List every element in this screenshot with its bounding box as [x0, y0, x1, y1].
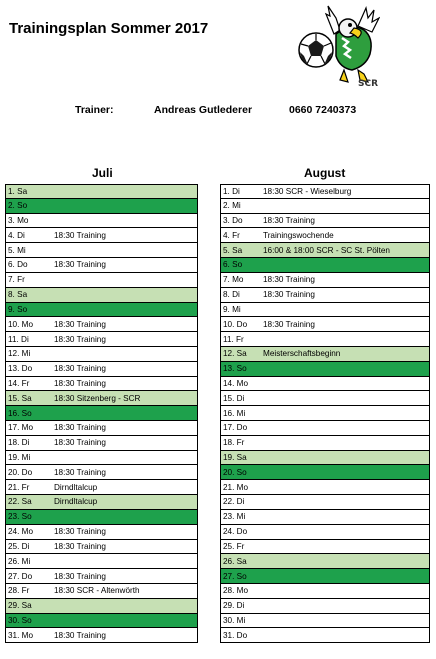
- day-row: [5, 303, 198, 318]
- day-row: [5, 362, 198, 377]
- day-label: 2. Mi: [223, 201, 241, 211]
- day-label: 16. Mi: [223, 408, 246, 418]
- day-row: [5, 421, 198, 436]
- day-label: 26. Sa: [223, 556, 247, 566]
- day-event: 18:30 Training: [263, 216, 315, 226]
- day-label: 8. Sa: [8, 290, 28, 300]
- day-row: [5, 243, 198, 258]
- day-row: [220, 540, 430, 555]
- day-label: 27. Do: [8, 571, 33, 581]
- day-event: 18:30 Training: [54, 571, 106, 581]
- day-event: 18:30 Training: [263, 290, 315, 300]
- day-label: 5. Mi: [8, 245, 26, 255]
- day-label: 18. Fr: [223, 438, 245, 448]
- day-row: [5, 540, 198, 555]
- day-label: 5. Sa: [223, 245, 243, 255]
- day-event: 18:30 Training: [54, 467, 106, 477]
- day-label: 12. Mi: [8, 349, 31, 359]
- day-row: [220, 228, 430, 243]
- day-event: 18:30 Training: [54, 364, 106, 374]
- day-row: [220, 377, 430, 392]
- day-label: 24. Do: [223, 527, 248, 537]
- day-row: [220, 199, 430, 214]
- day-row: [220, 362, 430, 377]
- day-label: 20. So: [223, 467, 247, 477]
- day-label: 19. Mi: [8, 453, 31, 463]
- day-row: [220, 184, 430, 199]
- day-row: [5, 332, 198, 347]
- day-label: 10. Mo: [8, 319, 34, 329]
- day-label: 19. Sa: [223, 453, 247, 463]
- day-event: 18:30 SCR - Wieselburg: [263, 186, 352, 196]
- day-label: 31. Mo: [8, 630, 34, 640]
- day-row: [5, 258, 198, 273]
- day-row: [220, 243, 430, 258]
- day-label: 9. Mi: [223, 304, 241, 314]
- day-row: [5, 391, 198, 406]
- day-label: 16. So: [8, 408, 32, 418]
- day-label: 26. Mi: [8, 556, 31, 566]
- day-row: [220, 614, 430, 629]
- day-event: 18:30 Training: [54, 423, 106, 433]
- day-row: [5, 525, 198, 540]
- day-label: 15. Di: [223, 393, 245, 403]
- day-row: [5, 584, 198, 599]
- day-event: 18:30 Sitzenberg - SCR: [54, 393, 141, 403]
- day-label: 1. Sa: [8, 186, 28, 196]
- day-label: 13. So: [223, 364, 247, 374]
- day-event: 18:30 Training: [54, 541, 106, 551]
- day-label: 21. Mo: [223, 482, 249, 492]
- day-event: 16:00 & 18:00 SCR - SC St. Pölten: [263, 245, 390, 255]
- day-label: 22. Sa: [8, 497, 32, 507]
- day-row: [220, 332, 430, 347]
- day-event: Trainingswochende: [263, 230, 334, 240]
- day-label: 23. So: [8, 512, 32, 522]
- day-label: 6. Do: [8, 260, 28, 270]
- day-row: [5, 480, 198, 495]
- day-event: 18:30 Training: [54, 438, 106, 448]
- day-row: [220, 451, 430, 466]
- july-schedule-table: [5, 184, 198, 643]
- month-heading-august: August: [304, 166, 346, 180]
- day-label: 13. Do: [8, 364, 33, 374]
- day-row: [5, 214, 198, 229]
- day-label: 30. Mi: [223, 615, 246, 625]
- month-heading-july: Juli: [92, 166, 113, 180]
- trainer-label: Trainer:: [75, 104, 114, 116]
- day-event: Meisterschaftsbeginn: [263, 349, 341, 359]
- day-row: [5, 495, 198, 510]
- day-event: 18:30 Training: [54, 527, 106, 537]
- day-label: 21. Fr: [8, 482, 30, 492]
- day-row: [220, 347, 430, 362]
- club-mascot-logo: [296, 4, 380, 88]
- day-label: 29. Di: [223, 601, 245, 611]
- day-row: [220, 273, 430, 288]
- day-row: [220, 525, 430, 540]
- day-label: 22. Di: [223, 497, 245, 507]
- day-row: [5, 614, 198, 629]
- day-row: [220, 628, 430, 643]
- day-label: 25. Di: [8, 541, 30, 551]
- day-event: 18:30 Training: [54, 630, 106, 640]
- day-label: 4. Di: [8, 230, 25, 240]
- day-row: [220, 480, 430, 495]
- day-label: 3. Mo: [8, 216, 29, 226]
- day-row: [5, 554, 198, 569]
- day-event: 18:30 Training: [263, 319, 315, 329]
- day-row: [5, 273, 198, 288]
- day-row: [5, 184, 198, 199]
- day-event: 18:30 Training: [54, 334, 106, 344]
- day-row: [5, 465, 198, 480]
- august-schedule-table: [220, 184, 430, 643]
- day-row: [5, 377, 198, 392]
- day-label: 27. So: [223, 571, 247, 581]
- day-label: 20. Do: [8, 467, 33, 477]
- day-row: [5, 347, 198, 362]
- day-label: 23. Mi: [223, 512, 246, 522]
- day-row: [5, 599, 198, 614]
- day-label: 31. Do: [223, 630, 248, 640]
- day-row: [220, 391, 430, 406]
- day-row: [220, 421, 430, 436]
- day-label: 24. Mo: [8, 527, 34, 537]
- day-label: 10. Do: [223, 319, 248, 329]
- day-row: [220, 406, 430, 421]
- day-label: 28. Mo: [223, 586, 249, 596]
- day-row: [220, 584, 430, 599]
- day-label: 29. Sa: [8, 601, 32, 611]
- day-label: 12. Sa: [223, 349, 247, 359]
- day-row: [220, 303, 430, 318]
- day-label: 6. So: [223, 260, 243, 270]
- day-row: [220, 436, 430, 451]
- day-row: [5, 317, 198, 332]
- day-label: 4. Fr: [223, 230, 240, 240]
- day-label: 3. Do: [223, 216, 243, 226]
- day-label: 28. Fr: [8, 586, 30, 596]
- day-event: 18:30 Training: [263, 275, 315, 285]
- day-event: 18:30 SCR - Altenwörth: [54, 586, 140, 596]
- day-event: 18:30 Training: [54, 319, 106, 329]
- day-row: [220, 510, 430, 525]
- day-event: Dirndltalcup: [54, 497, 98, 507]
- day-label: 17. Do: [223, 423, 248, 433]
- day-row: [5, 569, 198, 584]
- day-label: 2. So: [8, 201, 28, 211]
- day-row: [220, 495, 430, 510]
- day-label: 7. Mo: [223, 275, 244, 285]
- day-row: [220, 554, 430, 569]
- day-row: [5, 451, 198, 466]
- day-label: 17. Mo: [8, 423, 34, 433]
- day-label: 14. Mo: [223, 378, 249, 388]
- day-label: 15. Sa: [8, 393, 32, 403]
- day-row: [220, 465, 430, 480]
- day-row: [220, 214, 430, 229]
- day-row: [5, 199, 198, 214]
- day-row: [5, 510, 198, 525]
- day-label: 11. Di: [8, 334, 29, 344]
- day-event: Dirndltalcup: [54, 482, 98, 492]
- day-label: 1. Di: [223, 186, 240, 196]
- day-row: [220, 258, 430, 273]
- day-row: [5, 228, 198, 243]
- day-row: [220, 317, 430, 332]
- day-label: 11. Fr: [223, 334, 244, 344]
- day-event: 18:30 Training: [54, 230, 106, 240]
- svg-text:SCR: SCR: [358, 79, 379, 88]
- page-title: Trainingsplan Sommer 2017: [9, 20, 209, 37]
- day-row: [5, 628, 198, 643]
- day-event: 18:30 Training: [54, 260, 106, 270]
- day-label: 25. Fr: [223, 541, 245, 551]
- day-row: [5, 436, 198, 451]
- day-label: 8. Di: [223, 290, 240, 300]
- day-label: 18. Di: [8, 438, 30, 448]
- trainer-name: Andreas Gutlederer: [154, 104, 253, 116]
- day-label: 9. So: [8, 304, 28, 314]
- day-row: [220, 569, 430, 584]
- day-label: 30. So: [8, 615, 32, 625]
- trainer-phone: 0660 7240373: [289, 104, 357, 116]
- day-event: 18:30 Training: [54, 378, 106, 388]
- day-row: [5, 288, 198, 303]
- day-row: [220, 288, 430, 303]
- day-row: [220, 599, 430, 614]
- day-label: 7. Fr: [8, 275, 25, 285]
- day-row: [5, 406, 198, 421]
- day-label: 14. Fr: [8, 378, 30, 388]
